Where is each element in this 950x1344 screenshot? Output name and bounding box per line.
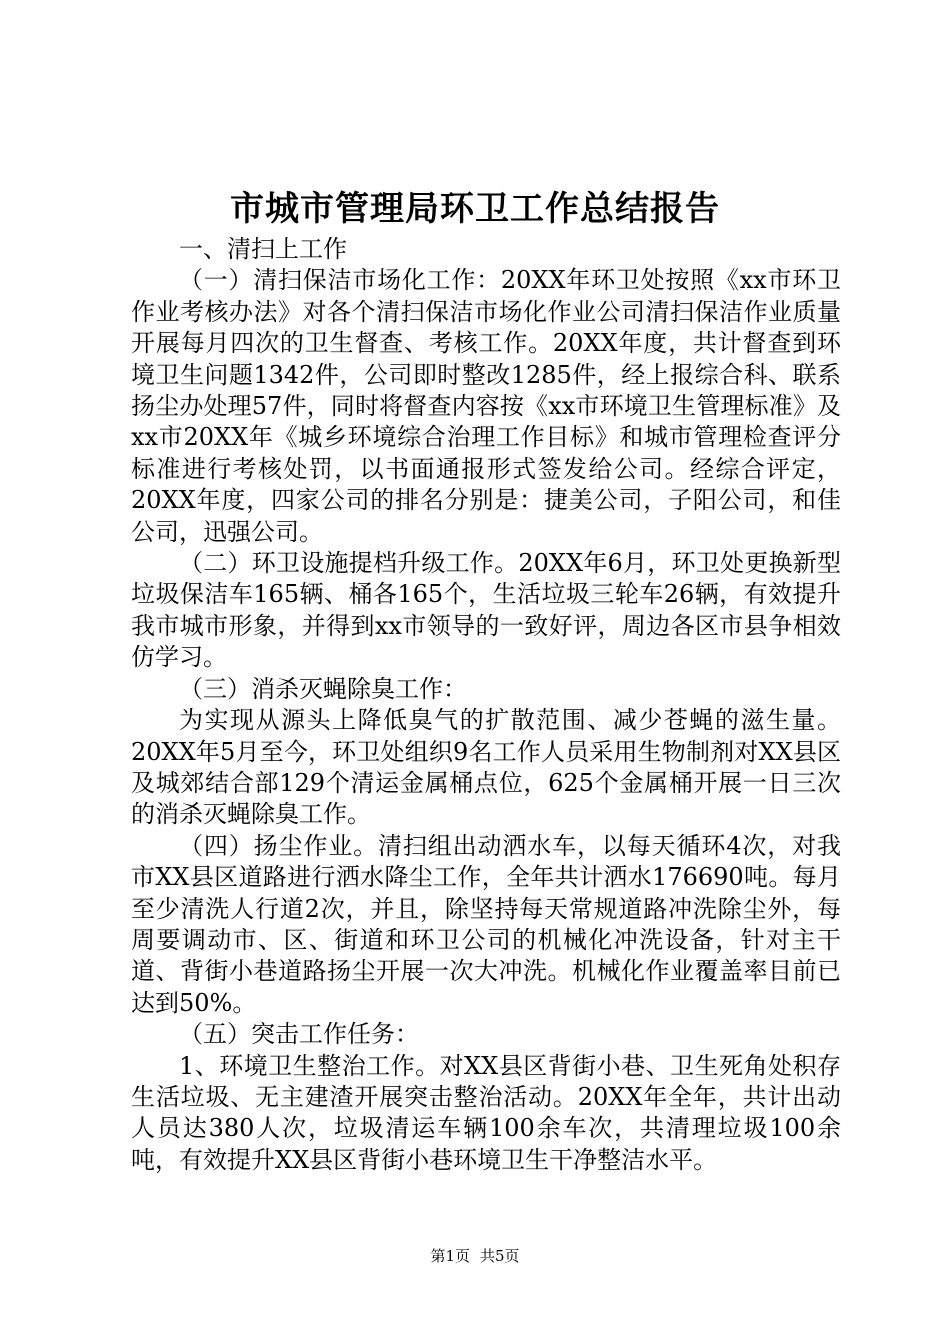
paragraph-facility-upgrade: （二）环卫设施提档升级工作。20XX年6月，环卫处更换新型垃圾保洁车165辆、桶各165个，生活垃圾三轮车26辆，有效提升我市城市形象，并得到xx市领导的一致好评，周边各区市县争相效仿学习。 bbox=[131, 549, 841, 672]
document-title: 市城市管理局环卫工作总结报告 bbox=[230, 189, 720, 229]
paragraph-market-cleaning: （一）清扫保洁市场化工作：20XX年环卫处按照《xx市环卫作业考核办法》对各个清扫保洁市场化作业公司清扫保洁作业质量开展每月四次的卫生督查、考核工作。20XX年度，共计督查到环境卫生问题1342件，公司即时整改1285件，经上报综合科、联系扬尘办处理57件，同时将督查内容按《xx市环境卫生管理标准》及xx市20XX年《城乡环境综合治理工作目标》和城市管理检查评分标准进行考核处罚，以书面通报形式签发给公司。经综合评定，20XX年度，四家公司的排名分别是：捷美公司，子阳公司，和佳公司，迅强公司。 bbox=[131, 266, 841, 546]
paragraph-special-tasks-heading: （五）突击工作任务： bbox=[179, 1020, 419, 1049]
page-total: 共5页 bbox=[480, 1247, 520, 1265]
section-heading-cleaning: 一、清扫上工作 bbox=[179, 235, 347, 263]
paragraph-dust-control: （四）扬尘作业。清扫组出动洒水车，以每天循环4次，对我市XX县区道路进行洒水降尘工作，全年共计洒水176690吨。每月至少清洗人行道2次，并且，除坚持每天常规道路冲洗除尘外，每周要调动市、区、街道和环卫公司的机械化冲洗设备，针对主干道、背街小巷道路扬尘开展一次大冲洗。机械化作业覆盖率目前已达到50%。 bbox=[131, 831, 841, 1017]
paragraph-fly-control: 为实现从源头上降低臭气的扩散范围、减少苍蝇的滋生量。20XX年5月至今，环卫处组织9名工作人员采用生物制剂对XX县区及城郊结合部129个清运金属桶点位，625个金属桶开展一日三次的消杀灭蝇除臭工作。 bbox=[131, 706, 841, 829]
page-footer bbox=[0, 1246, 950, 1266]
paragraph-environment-renovation: 1、环境卫生整治工作。对XX县区背街小巷、卫生死角处积存生活垃圾、无主建渣开展突击整治活动。20XX年全年，共计出动人员达380人次，垃圾清运车辆100余车次，共清理垃圾100余吨，有效提升XX县区背街小巷环境卫生干净整洁水平。 bbox=[131, 1051, 841, 1174]
page-number: 第1页 bbox=[430, 1247, 470, 1265]
paragraph-fly-control-heading: （三）消杀灭蝇除臭工作： bbox=[179, 674, 467, 703]
document-body bbox=[131, 234, 841, 1176]
